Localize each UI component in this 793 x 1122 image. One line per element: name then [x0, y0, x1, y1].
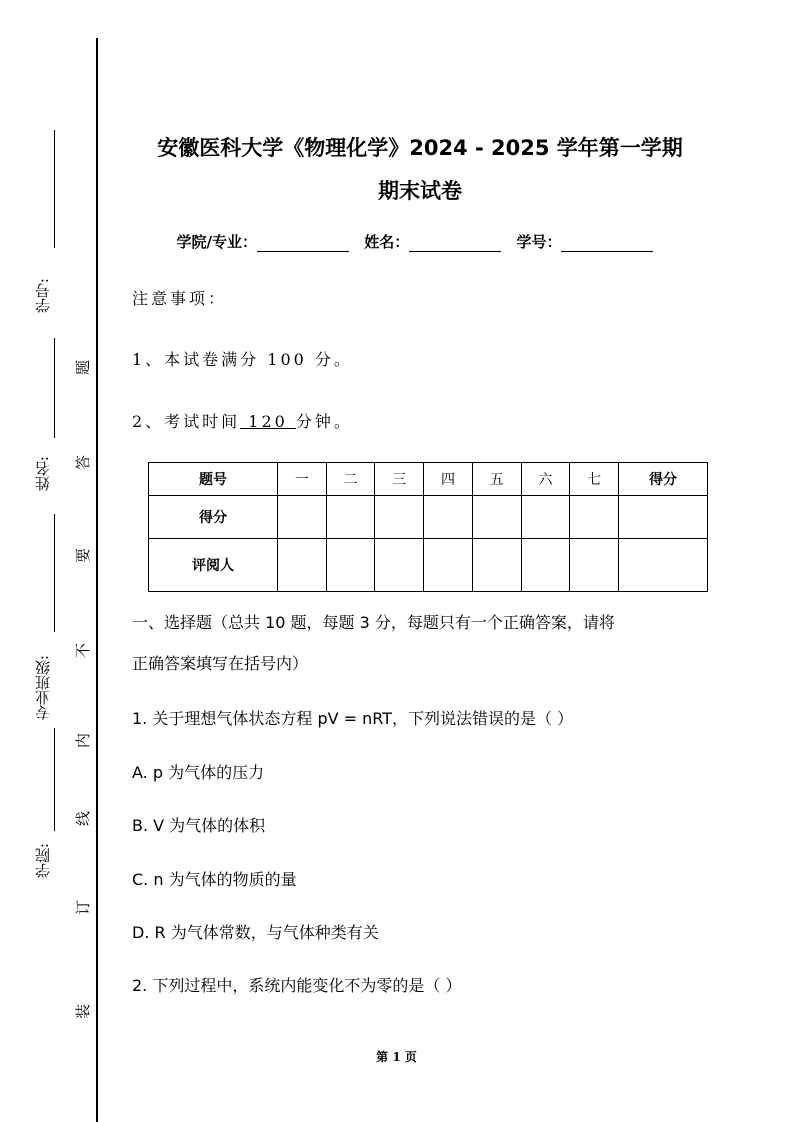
grader-cell[interactable]: [472, 539, 521, 592]
question-1-option-b: B. V 为气体的体积: [132, 816, 266, 835]
seal-char: 订: [74, 899, 93, 916]
header-cell: 三: [375, 463, 424, 496]
student-info-fields: [120, 231, 720, 252]
header-cell: 一: [278, 463, 327, 496]
binding-line: [96, 38, 98, 1122]
exam-title: 安徽医科大学《物理化学》2024 - 2025 学年第一学期: [157, 136, 683, 160]
note-item-2: [132, 409, 353, 432]
student-id-blank[interactable]: [561, 237, 653, 252]
header-cell: 七: [570, 463, 619, 496]
score-table: [148, 462, 708, 592]
score-cell[interactable]: [570, 496, 619, 539]
seal-char: 装: [74, 1003, 93, 1020]
seal-char: 要: [74, 547, 93, 564]
notes-heading: 注意事项：: [132, 289, 228, 308]
exam-subtitle: 期末试卷: [378, 179, 462, 203]
note-item-2-prefix: 2、考试时间: [132, 412, 241, 431]
row-label: 评阅人: [149, 539, 278, 592]
score-cell[interactable]: [326, 496, 375, 539]
header-cell: 六: [521, 463, 570, 496]
page-number: 第 1 页: [376, 1050, 417, 1064]
seal-char: 题: [74, 359, 93, 376]
header-cell: 四: [424, 463, 473, 496]
row-label: 得分: [149, 496, 278, 539]
seal-char: 线: [74, 810, 93, 827]
college-underline-upper: [54, 728, 55, 831]
grader-cell[interactable]: [619, 539, 708, 592]
note-item-2-suffix: 分钟。: [295, 412, 353, 431]
name-blank[interactable]: [409, 237, 501, 252]
score-cell[interactable]: [472, 496, 521, 539]
header-cell: 五: [472, 463, 521, 496]
grader-cell[interactable]: [375, 539, 424, 592]
score-table-header-row: [149, 463, 708, 496]
score-cell[interactable]: [521, 496, 570, 539]
seal-char: 答: [74, 454, 93, 471]
margin-label-class: 专业班级:: [34, 655, 52, 721]
score-row: [149, 496, 708, 539]
note-item-1: 1、本试卷满分 100 分。: [132, 350, 353, 369]
header-cell: 题号: [149, 463, 278, 496]
score-cell[interactable]: [619, 496, 708, 539]
seal-char: 不: [74, 642, 93, 659]
score-cell[interactable]: [375, 496, 424, 539]
section-heading-line2: 正确答案填写在括号内）: [132, 654, 309, 673]
student-id-label: 学号：: [516, 233, 562, 251]
question-1-option-a: A. p 为气体的压力: [132, 763, 265, 782]
header-cell: 得分: [619, 463, 708, 496]
exam-duration-value: 120: [240, 412, 296, 431]
score-cell[interactable]: [424, 496, 473, 539]
question-1-option-d: D. R 为气体常数，与气体种类有关: [132, 923, 379, 942]
grader-cell[interactable]: [570, 539, 619, 592]
grader-cell[interactable]: [326, 539, 375, 592]
student-id-underline: [54, 130, 55, 248]
seal-char: 内: [74, 732, 93, 749]
college-major-label: 学院/专业：: [176, 233, 257, 251]
margin-label-college: 学院:: [34, 843, 52, 879]
margin-label-student-id: 学号:: [34, 278, 52, 314]
class-underline-upper: [54, 514, 55, 632]
question-1-option-c: C. n 为气体的物质的量: [132, 870, 297, 889]
grader-row: [149, 539, 708, 592]
grader-cell[interactable]: [278, 539, 327, 592]
grader-cell[interactable]: [521, 539, 570, 592]
margin-label-name: 姓名:: [34, 456, 52, 492]
section-heading-line1: 一、选择题（总共 10 题，每题 3 分，每题只有一个正确答案，请将: [132, 613, 615, 632]
question-2-stem: 2. 下列过程中，系统内能变化不为零的是（ ）: [132, 976, 462, 995]
grader-cell[interactable]: [424, 539, 473, 592]
question-1-stem: 1. 关于理想气体状态方程 pV = nRT，下列说法错误的是（ ）: [132, 709, 574, 728]
name-underline-upper: [54, 338, 55, 438]
college-major-blank[interactable]: [257, 237, 349, 252]
name-label: 姓名：: [364, 233, 410, 251]
score-cell[interactable]: [278, 496, 327, 539]
header-cell: 二: [326, 463, 375, 496]
